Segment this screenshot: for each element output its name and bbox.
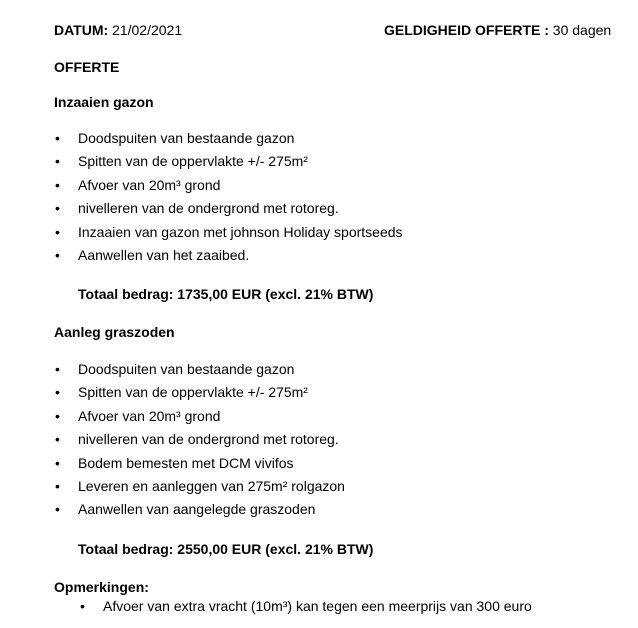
list-item: • Doodspuiten van bestaande gazon xyxy=(55,130,295,146)
bullet-icon: • xyxy=(55,246,60,263)
section1-heading: Inzaaien gazon xyxy=(54,94,154,110)
bullet-icon: • xyxy=(55,431,60,448)
list-item: • Afvoer van 20m³ grond xyxy=(55,407,221,424)
bullet-icon: • xyxy=(55,200,60,217)
bullet-icon: • xyxy=(55,477,60,494)
section1-list xyxy=(53,129,403,269)
section2-list xyxy=(53,360,345,524)
document-title: OFFERTE xyxy=(54,59,120,75)
list-item: • Doodspuiten van bestaande gazon xyxy=(55,361,295,377)
bullet-icon: • xyxy=(55,361,60,377)
list-item: • Afvoer van extra vracht (10m³) kan tegen een meerprijs van 300 euro xyxy=(80,598,532,614)
bullet-icon: • xyxy=(55,223,60,240)
bullet-icon: • xyxy=(55,454,60,471)
bullet-icon: • xyxy=(55,153,60,170)
remarks-list xyxy=(78,597,532,620)
list-item: • nivelleren van de ondergrond met rotoreg. xyxy=(55,200,339,217)
date-label: DATUM: xyxy=(54,22,109,38)
section2-heading: Aanleg graszoden xyxy=(54,324,175,340)
list-item: • Leveren en aanleggen van 275m² rolgazon xyxy=(55,477,345,494)
bullet-icon: • xyxy=(55,407,60,424)
bullet-icon: • xyxy=(55,176,60,193)
header-validity xyxy=(384,21,611,39)
bullet-icon: • xyxy=(55,130,60,146)
section1-total: Totaal bedrag: 1735,00 EUR (excl. 21% BTW) xyxy=(78,286,374,302)
list-item: • Spitten van de oppervlakte +/- 275m² xyxy=(55,153,308,170)
list-item: • Inzaaien van gazon met johnson Holiday sportseeds xyxy=(55,223,403,240)
list-item: • nivelleren van de ondergrond met rotoreg. xyxy=(55,431,339,448)
validity-value: 30 dagen xyxy=(552,22,612,38)
validity-label: GELDIGHEID OFFERTE : xyxy=(384,22,549,38)
list-item: • Aanwellen van het zaaibed. xyxy=(55,246,250,263)
list-item: • Afvoer van 20m³ grond xyxy=(55,176,221,193)
remarks-heading: Opmerkingen: xyxy=(54,579,149,595)
bullet-icon: • xyxy=(80,598,85,614)
section2-total: Totaal bedrag: 2550,00 EUR (excl. 21% BTW) xyxy=(78,541,374,557)
list-item: • Aanwellen van aangelegde graszoden xyxy=(55,501,316,518)
bullet-icon: • xyxy=(55,384,60,401)
bullet-icon: • xyxy=(55,501,60,518)
date-value: 21/02/2021 xyxy=(112,22,183,38)
header-date xyxy=(54,21,182,39)
list-item: • Bodem bemesten met DCM vivifos xyxy=(55,454,294,471)
list-item: • Spitten van de oppervlakte +/- 275m² xyxy=(55,384,308,401)
